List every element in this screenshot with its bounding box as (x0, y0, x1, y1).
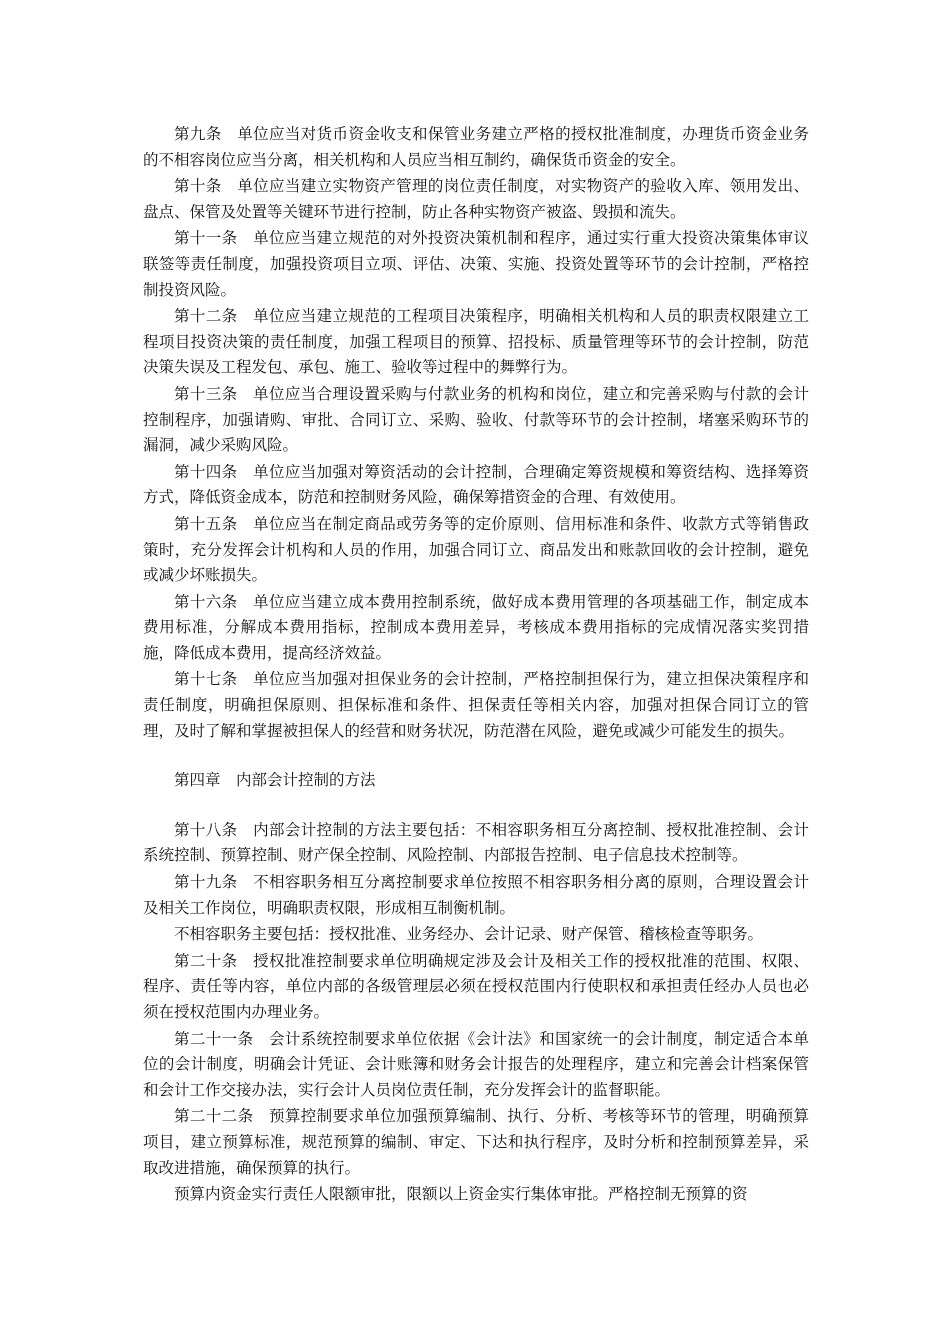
article-text: 会计系统控制要求单位依据《会计法》和国家统一的会计制度，制定适合本单位的会计制度，明确会计凭证、会计账簿和财务会计报告的处理程序，建立和完善会计档案保管和会计工作交接办法，实行会计人员岗位责任制，充分发挥会计的监督职能。 (143, 1029, 809, 1099)
article-paragraph (143, 1182, 809, 1208)
article-text: 授权批准控制要求单位明确规定涉及会计及相关工作的授权批准的范围、权限、程序、责任等内容，单位内部的各级管理层必须在授权范围内行使职权和承担责任经办人员也必须在授权范围内办理业务。 (143, 951, 809, 1021)
article-paragraph (143, 667, 809, 744)
article-paragraph (143, 174, 809, 225)
article-number: 第十五条 (174, 514, 238, 533)
article-paragraph (143, 226, 809, 303)
article-number: 第十三条 (174, 384, 238, 403)
article-paragraph (143, 460, 809, 511)
article-number: 第十六条 (174, 592, 238, 611)
article-text: 不相容职务相互分离控制要求单位按照不相容职务相分离的原则，合理设置会计及相关工作岗位，明确职责权限，形成相互制衡机制。 (143, 873, 809, 917)
article-paragraph (143, 1027, 809, 1104)
article-paragraph (143, 949, 809, 1026)
article-paragraph (143, 922, 809, 948)
article-number: 第十九条 (174, 873, 238, 892)
article-text: 单位应当建立规范的工程项目决策程序，明确相关机构和人员的职责权限建立工程项目投资决策的责任制度，加强工程项目的预算、招投标、质量管理等环节的会计控制，防范决策失误及工程发包、承包、施工、验收等过程中的舞弊行为。 (143, 307, 809, 377)
article-number: 第九条 (174, 125, 222, 143)
article-number: 第二十二条 (174, 1107, 254, 1126)
article-paragraph (143, 590, 809, 667)
article-text: 不相容职务主要包括：授权批准、业务经办、会计记录、财产保管、稽核检查等职务。 (174, 925, 764, 944)
article-number: 第十一条 (174, 229, 238, 248)
article-number: 第十条 (174, 177, 222, 196)
article-number: 第十七条 (174, 670, 238, 689)
article-paragraph (143, 382, 809, 459)
articles-group-1 (143, 122, 809, 744)
article-text: 内部会计控制的方法主要包括：不相容职务相互分离控制、授权批准控制、会计系统控制、预算控制、财产保全控制、风险控制、内部报告控制、电子信息技术控制等。 (143, 820, 809, 865)
article-text: 单位应当在制定商品或劳务等的定价原则、信用标准和条件、收款方式等销售政策时，充分发挥会计机构和人员的作用，加强合同订立、商品发出和账款回收的会计控制，避免或减少坏账损失。 (143, 514, 809, 585)
article-text: 单位应当建立规范的对外投资决策机制和程序，通过实行重大投资决策集体审议联签等责任制度，加强投资项目立项、评估、决策、实施、投资处置等环节的会计控制，严格控制投资风险。 (143, 229, 809, 299)
article-text: 单位应当建立成本费用控制系统，做好成本费用管理的各项基础工作，制定成本费用标准，分解成本费用指标，控制成本费用差异，考核成本费用指标的完成情况落实奖罚措施，降低成本费用，提高经济效益。 (143, 592, 809, 662)
article-text: 单位应当合理设置采购与付款业务的机构和岗位，建立和完善采购与付款的会计控制程序，加强请购、审批、合同订立、采购、验收、付款等环节的会计控制，堵塞采购环节的漏洞，减少采购风险。 (143, 384, 809, 455)
article-paragraph (143, 818, 809, 869)
article-number: 第二十条 (174, 951, 238, 970)
chapter-title: 内部会计控制的方法 (236, 771, 376, 790)
article-text: 预算内资金实行责任人限额审批，限额以上资金实行集体审批。严格控制无预算的资 (174, 1185, 748, 1204)
chapter-heading (143, 768, 809, 794)
article-paragraph (143, 1104, 809, 1181)
article-text: 单位应当加强对筹资活动的会计控制，合理确定筹资规模和筹资结构、选择筹资方式，降低资金成本，防范和控制财务风险，确保筹措资金的合理、有效使用。 (143, 462, 809, 507)
article-paragraph (143, 122, 809, 173)
article-text: 预算控制要求单位加强预算编制、执行、分析、考核等环节的管理，明确预算项目，建立预算标准，规范预算的编制、审定、下达和执行程序，及时分析和控制预算差异，采取改进措施，确保预算的执行。 (143, 1107, 809, 1177)
article-number: 第十四条 (174, 462, 238, 481)
article-number: 第十二条 (174, 307, 238, 326)
article-text: 单位应当加强对担保业务的会计控制，严格控制担保行为，建立担保决策程序和责任制度，明确担保原则、担保标准和条件、担保责任等相关内容，加强对担保合同订立的管理，及时了解和掌握被担保人的经营和财务状况，防范潜在风险，避免或减少可能发生的损失。 (143, 670, 809, 740)
article-number: 第十八条 (174, 820, 238, 839)
article-text: 单位应当对货币资金收支和保管业务建立严格的授权批准制度，办理货币资金业务的不相容岗位应当分离，相关机构和人员应当相互制约，确保货币资金的安全。 (143, 125, 809, 169)
article-text: 单位应当建立实物资产管理的岗位责任制度，对实物资产的验收入库、领用发出、盘点、保管及处置等关键环节进行控制，防止各种实物资产被盗、毁损和流失。 (143, 177, 809, 221)
chapter-number: 第四章 (174, 771, 221, 790)
article-number: 第二十一条 (174, 1029, 254, 1048)
article-paragraph (143, 870, 809, 921)
document-page (143, 122, 809, 1209)
articles-group-2 (143, 818, 809, 1208)
article-paragraph (143, 512, 809, 589)
article-paragraph (143, 304, 809, 381)
